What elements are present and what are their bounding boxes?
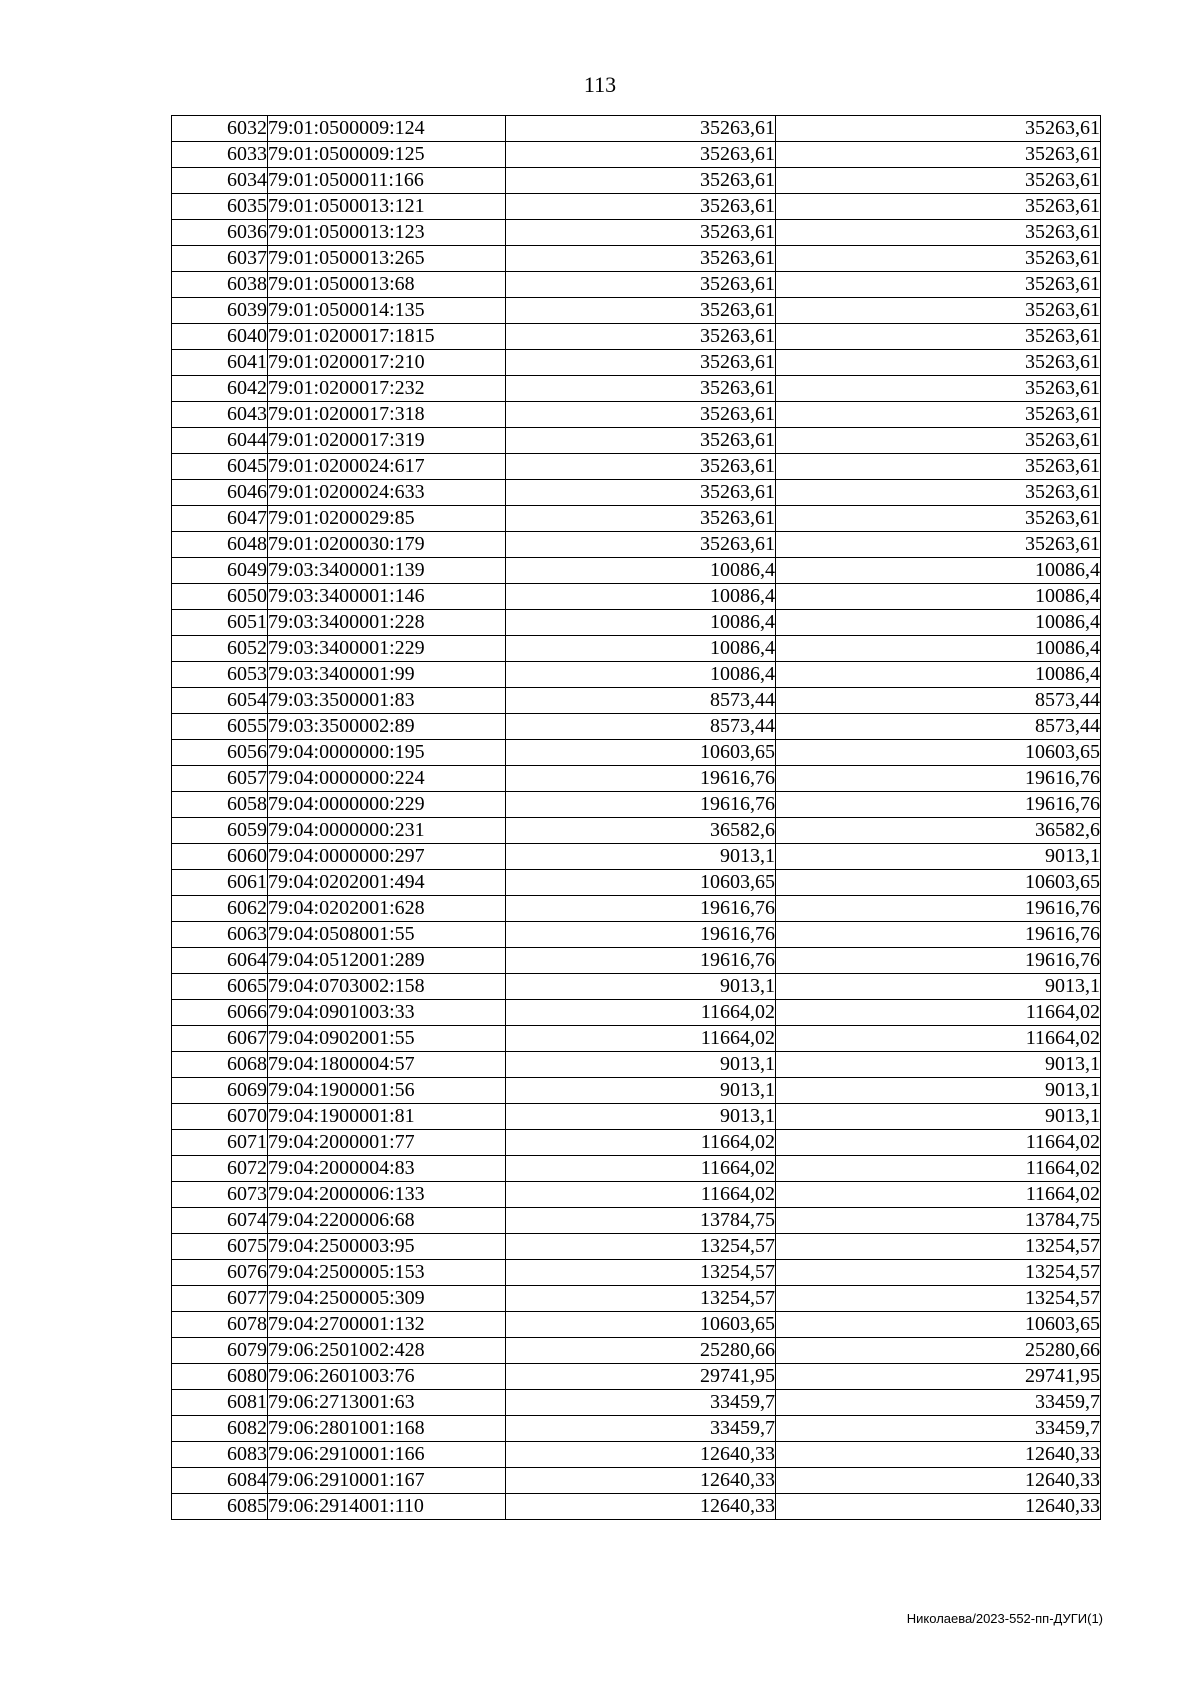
cadastral-number-cell: 79:04:0202001:628: [268, 896, 506, 922]
value-cell: 13784,75: [776, 1208, 1101, 1234]
cadastral-number-cell: 79:04:0902001:55: [268, 1026, 506, 1052]
value-cell: 19616,76: [506, 896, 776, 922]
row-number-cell: 6082: [172, 1416, 268, 1442]
value-cell: 13254,57: [776, 1234, 1101, 1260]
row-number-cell: 6038: [172, 272, 268, 298]
cadastral-number-cell: 79:03:3500002:89: [268, 714, 506, 740]
table-row: [172, 922, 1101, 948]
table-row: [172, 1494, 1101, 1520]
table-row: [172, 532, 1101, 558]
value-cell: 10603,65: [776, 1312, 1101, 1338]
row-number-cell: 6077: [172, 1286, 268, 1312]
value-cell: 10086,4: [506, 610, 776, 636]
table-row: [172, 740, 1101, 766]
row-number-cell: 6071: [172, 1130, 268, 1156]
cadastral-number-cell: 79:06:2910001:166: [268, 1442, 506, 1468]
cadastral-number-cell: 79:01:0500014:135: [268, 298, 506, 324]
value-cell: 9013,1: [506, 1104, 776, 1130]
table-row: [172, 974, 1101, 1000]
value-cell: 10603,65: [506, 740, 776, 766]
cadastral-number-cell: 79:01:0200017:318: [268, 402, 506, 428]
value-cell: 11664,02: [776, 1182, 1101, 1208]
row-number-cell: 6073: [172, 1182, 268, 1208]
value-cell: 35263,61: [776, 350, 1101, 376]
value-cell: 33459,7: [506, 1416, 776, 1442]
row-number-cell: 6051: [172, 610, 268, 636]
row-number-cell: 6080: [172, 1364, 268, 1390]
value-cell: 11664,02: [776, 1000, 1101, 1026]
value-cell: 13254,57: [506, 1260, 776, 1286]
value-cell: 29741,95: [776, 1364, 1101, 1390]
value-cell: 10086,4: [506, 662, 776, 688]
row-number-cell: 6083: [172, 1442, 268, 1468]
table-row: [172, 948, 1101, 974]
value-cell: 10086,4: [776, 636, 1101, 662]
value-cell: 12640,33: [506, 1494, 776, 1520]
table-row: [172, 376, 1101, 402]
value-cell: 19616,76: [776, 922, 1101, 948]
value-cell: 10086,4: [506, 558, 776, 584]
value-cell: 35263,61: [776, 168, 1101, 194]
value-cell: 10086,4: [776, 610, 1101, 636]
cadastral-number-cell: 79:01:0500013:68: [268, 272, 506, 298]
value-cell: 35263,61: [776, 324, 1101, 350]
value-cell: 35263,61: [776, 402, 1101, 428]
row-number-cell: 6032: [172, 116, 268, 142]
value-cell: 8573,44: [776, 714, 1101, 740]
row-number-cell: 6064: [172, 948, 268, 974]
table-row: [172, 584, 1101, 610]
value-cell: 35263,61: [506, 116, 776, 142]
row-number-cell: 6062: [172, 896, 268, 922]
table-row: [172, 428, 1101, 454]
table-row: [172, 610, 1101, 636]
table-row: [172, 1312, 1101, 1338]
value-cell: 10086,4: [506, 636, 776, 662]
cadastral-number-cell: 79:04:0000000:231: [268, 818, 506, 844]
value-cell: 35263,61: [776, 428, 1101, 454]
value-cell: 35263,61: [506, 246, 776, 272]
value-cell: 19616,76: [776, 896, 1101, 922]
value-cell: 35263,61: [506, 350, 776, 376]
table-row: [172, 766, 1101, 792]
row-number-cell: 6045: [172, 454, 268, 480]
table-row: [172, 480, 1101, 506]
cadastral-number-cell: 79:04:2000001:77: [268, 1130, 506, 1156]
cadastral-number-cell: 79:03:3400001:228: [268, 610, 506, 636]
row-number-cell: 6035: [172, 194, 268, 220]
row-number-cell: 6054: [172, 688, 268, 714]
value-cell: 13254,57: [506, 1234, 776, 1260]
value-cell: 10603,65: [506, 870, 776, 896]
row-number-cell: 6067: [172, 1026, 268, 1052]
cadastral-number-cell: 79:06:2713001:63: [268, 1390, 506, 1416]
document-footer: Николаева/2023-552-пп-ДУГИ(1): [906, 1611, 1103, 1626]
value-cell: 35263,61: [776, 272, 1101, 298]
table-row: [172, 116, 1101, 142]
table-row: [172, 792, 1101, 818]
table-row: [172, 298, 1101, 324]
cadastral-number-cell: 79:01:0200017:1815: [268, 324, 506, 350]
value-cell: 12640,33: [776, 1494, 1101, 1520]
row-number-cell: 6040: [172, 324, 268, 350]
value-cell: 12640,33: [506, 1468, 776, 1494]
cadastral-number-cell: 79:03:3400001:139: [268, 558, 506, 584]
table-row: [172, 194, 1101, 220]
row-number-cell: 6036: [172, 220, 268, 246]
value-cell: 8573,44: [506, 688, 776, 714]
cadastral-number-cell: 79:04:1900001:81: [268, 1104, 506, 1130]
value-cell: 29741,95: [506, 1364, 776, 1390]
cadastral-number-cell: 79:06:2601003:76: [268, 1364, 506, 1390]
row-number-cell: 6052: [172, 636, 268, 662]
value-cell: 10603,65: [776, 740, 1101, 766]
value-cell: 33459,7: [506, 1390, 776, 1416]
table-row: [172, 688, 1101, 714]
row-number-cell: 6042: [172, 376, 268, 402]
table-row: [172, 272, 1101, 298]
row-number-cell: 6043: [172, 402, 268, 428]
cadastral-number-cell: 79:01:0200017:210: [268, 350, 506, 376]
cadastral-number-cell: 79:04:2200006:68: [268, 1208, 506, 1234]
value-cell: 35263,61: [506, 220, 776, 246]
table-row: [172, 402, 1101, 428]
row-number-cell: 6055: [172, 714, 268, 740]
table-row: [172, 1078, 1101, 1104]
value-cell: 25280,66: [776, 1338, 1101, 1364]
table-row: [172, 844, 1101, 870]
row-number-cell: 6058: [172, 792, 268, 818]
row-number-cell: 6068: [172, 1052, 268, 1078]
value-cell: 36582,6: [776, 818, 1101, 844]
value-cell: 35263,61: [506, 272, 776, 298]
value-cell: 9013,1: [776, 1052, 1101, 1078]
value-cell: 35263,61: [506, 168, 776, 194]
cadastral-number-cell: 79:03:3500001:83: [268, 688, 506, 714]
row-number-cell: 6047: [172, 506, 268, 532]
table-row: [172, 1156, 1101, 1182]
cadastral-number-cell: 79:04:2000004:83: [268, 1156, 506, 1182]
row-number-cell: 6046: [172, 480, 268, 506]
table-row: [172, 818, 1101, 844]
row-number-cell: 6084: [172, 1468, 268, 1494]
cadastral-number-cell: 79:04:2500003:95: [268, 1234, 506, 1260]
cadastral-number-cell: 79:04:0000000:224: [268, 766, 506, 792]
cadastral-number-cell: 79:01:0500009:125: [268, 142, 506, 168]
value-cell: 10086,4: [776, 662, 1101, 688]
value-cell: 35263,61: [506, 194, 776, 220]
row-number-cell: 6074: [172, 1208, 268, 1234]
cadastral-number-cell: 79:01:0500013:123: [268, 220, 506, 246]
table-row: [172, 896, 1101, 922]
value-cell: 19616,76: [506, 792, 776, 818]
row-number-cell: 6049: [172, 558, 268, 584]
cadastral-number-cell: 79:01:0500013:265: [268, 246, 506, 272]
cadastral-number-cell: 79:03:3400001:146: [268, 584, 506, 610]
cadastral-number-cell: 79:04:2500005:153: [268, 1260, 506, 1286]
table-row: [172, 506, 1101, 532]
row-number-cell: 6069: [172, 1078, 268, 1104]
cadastral-number-cell: 79:04:0512001:289: [268, 948, 506, 974]
table-row: [172, 1026, 1101, 1052]
value-cell: 9013,1: [776, 974, 1101, 1000]
value-cell: 35263,61: [506, 376, 776, 402]
value-cell: 10603,65: [506, 1312, 776, 1338]
data-table: [171, 115, 1101, 1520]
value-cell: 35263,61: [776, 116, 1101, 142]
cadastral-number-cell: 79:01:0200017:232: [268, 376, 506, 402]
value-cell: 11664,02: [506, 1000, 776, 1026]
row-number-cell: 6070: [172, 1104, 268, 1130]
table-row: [172, 142, 1101, 168]
value-cell: 35263,61: [506, 454, 776, 480]
cadastral-number-cell: 79:04:1900001:56: [268, 1078, 506, 1104]
value-cell: 35263,61: [506, 506, 776, 532]
value-cell: 12640,33: [776, 1468, 1101, 1494]
cadastral-number-cell: 79:01:0500013:121: [268, 194, 506, 220]
cadastral-number-cell: 79:04:0202001:494: [268, 870, 506, 896]
value-cell: 12640,33: [776, 1442, 1101, 1468]
value-cell: 9013,1: [506, 974, 776, 1000]
value-cell: 12640,33: [506, 1442, 776, 1468]
row-number-cell: 6041: [172, 350, 268, 376]
row-number-cell: 6059: [172, 818, 268, 844]
cadastral-number-cell: 79:01:0500009:124: [268, 116, 506, 142]
cadastral-number-cell: 79:01:0500011:166: [268, 168, 506, 194]
value-cell: 9013,1: [506, 1078, 776, 1104]
value-cell: 33459,7: [776, 1416, 1101, 1442]
value-cell: 10086,4: [776, 584, 1101, 610]
row-number-cell: 6061: [172, 870, 268, 896]
value-cell: 19616,76: [776, 948, 1101, 974]
table-row: [172, 558, 1101, 584]
table-row: [172, 1416, 1101, 1442]
row-number-cell: 6085: [172, 1494, 268, 1520]
table-row: [172, 1338, 1101, 1364]
cadastral-number-cell: 79:04:0000000:195: [268, 740, 506, 766]
value-cell: 35263,61: [776, 532, 1101, 558]
cadastral-number-cell: 79:01:0200030:179: [268, 532, 506, 558]
value-cell: 13254,57: [776, 1286, 1101, 1312]
table-row: [172, 1364, 1101, 1390]
cadastral-number-cell: 79:06:2914001:110: [268, 1494, 506, 1520]
row-number-cell: 6050: [172, 584, 268, 610]
value-cell: 35263,61: [776, 376, 1101, 402]
row-number-cell: 6066: [172, 1000, 268, 1026]
value-cell: 19616,76: [506, 766, 776, 792]
value-cell: 11664,02: [506, 1130, 776, 1156]
cadastral-number-cell: 79:04:2000006:133: [268, 1182, 506, 1208]
value-cell: 11664,02: [506, 1156, 776, 1182]
value-cell: 36582,6: [506, 818, 776, 844]
value-cell: 19616,76: [506, 922, 776, 948]
cadastral-number-cell: 79:06:2910001:167: [268, 1468, 506, 1494]
table-row: [172, 1208, 1101, 1234]
value-cell: 35263,61: [506, 402, 776, 428]
value-cell: 35263,61: [776, 142, 1101, 168]
table-row: [172, 662, 1101, 688]
value-cell: 10603,65: [776, 870, 1101, 896]
table-row: [172, 350, 1101, 376]
cadastral-number-cell: 79:01:0200024:617: [268, 454, 506, 480]
value-cell: 9013,1: [776, 1078, 1101, 1104]
table-row: [172, 454, 1101, 480]
cadastral-number-cell: 79:04:2700001:132: [268, 1312, 506, 1338]
value-cell: 9013,1: [506, 844, 776, 870]
value-cell: 9013,1: [776, 1104, 1101, 1130]
cadastral-number-cell: 79:04:1800004:57: [268, 1052, 506, 1078]
table-row: [172, 1442, 1101, 1468]
row-number-cell: 6037: [172, 246, 268, 272]
value-cell: 13254,57: [506, 1286, 776, 1312]
row-number-cell: 6039: [172, 298, 268, 324]
value-cell: 19616,76: [776, 792, 1101, 818]
table-row: [172, 1390, 1101, 1416]
value-cell: 13784,75: [506, 1208, 776, 1234]
row-number-cell: 6044: [172, 428, 268, 454]
row-number-cell: 6076: [172, 1260, 268, 1286]
table-row: [172, 1286, 1101, 1312]
value-cell: 25280,66: [506, 1338, 776, 1364]
table-body: [172, 116, 1101, 1520]
value-cell: 35263,61: [776, 480, 1101, 506]
table-row: [172, 246, 1101, 272]
cadastral-number-cell: 79:04:0000000:229: [268, 792, 506, 818]
row-number-cell: 6048: [172, 532, 268, 558]
row-number-cell: 6060: [172, 844, 268, 870]
value-cell: 8573,44: [776, 688, 1101, 714]
cadastral-number-cell: 79:03:3400001:99: [268, 662, 506, 688]
value-cell: 35263,61: [506, 428, 776, 454]
value-cell: 13254,57: [776, 1260, 1101, 1286]
value-cell: 35263,61: [506, 298, 776, 324]
row-number-cell: 6034: [172, 168, 268, 194]
row-number-cell: 6063: [172, 922, 268, 948]
cadastral-number-cell: 79:04:0703002:158: [268, 974, 506, 1000]
row-number-cell: 6078: [172, 1312, 268, 1338]
table-row: [172, 636, 1101, 662]
value-cell: 11664,02: [776, 1156, 1101, 1182]
cadastral-number-cell: 79:04:0508001:55: [268, 922, 506, 948]
table-row: [172, 1000, 1101, 1026]
row-number-cell: 6075: [172, 1234, 268, 1260]
table-row: [172, 220, 1101, 246]
value-cell: 11664,02: [776, 1130, 1101, 1156]
row-number-cell: 6072: [172, 1156, 268, 1182]
cadastral-number-cell: 79:04:0901003:33: [268, 1000, 506, 1026]
value-cell: 35263,61: [776, 194, 1101, 220]
page-number: 113: [583, 72, 617, 97]
value-cell: 11664,02: [776, 1026, 1101, 1052]
cadastral-number-cell: 79:06:2501002:428: [268, 1338, 506, 1364]
table-row: [172, 714, 1101, 740]
table-row: [172, 1182, 1101, 1208]
row-number-cell: 6056: [172, 740, 268, 766]
table-row: [172, 870, 1101, 896]
table-row: [172, 324, 1101, 350]
value-cell: 35263,61: [506, 324, 776, 350]
value-cell: 35263,61: [506, 532, 776, 558]
value-cell: 35263,61: [506, 142, 776, 168]
value-cell: 10086,4: [506, 584, 776, 610]
cadastral-number-cell: 79:04:0000000:297: [268, 844, 506, 870]
table-row: [172, 1130, 1101, 1156]
cadastral-number-cell: 79:01:0200017:319: [268, 428, 506, 454]
cadastral-number-cell: 79:01:0200024:633: [268, 480, 506, 506]
value-cell: 35263,61: [506, 480, 776, 506]
cadastral-number-cell: 79:01:0200029:85: [268, 506, 506, 532]
table-row: [172, 1468, 1101, 1494]
value-cell: 8573,44: [506, 714, 776, 740]
value-cell: 11664,02: [506, 1026, 776, 1052]
value-cell: 35263,61: [776, 454, 1101, 480]
value-cell: 9013,1: [776, 844, 1101, 870]
table-row: [172, 1260, 1101, 1286]
row-number-cell: 6079: [172, 1338, 268, 1364]
value-cell: 19616,76: [506, 948, 776, 974]
row-number-cell: 6065: [172, 974, 268, 1000]
table-row: [172, 1052, 1101, 1078]
value-cell: 35263,61: [776, 246, 1101, 272]
cadastral-number-cell: 79:03:3400001:229: [268, 636, 506, 662]
value-cell: 35263,61: [776, 220, 1101, 246]
value-cell: 35263,61: [776, 298, 1101, 324]
value-cell: 11664,02: [506, 1182, 776, 1208]
cadastral-number-cell: 79:06:2801001:168: [268, 1416, 506, 1442]
table-row: [172, 1104, 1101, 1130]
table-row: [172, 1234, 1101, 1260]
table-row: [172, 168, 1101, 194]
value-cell: 33459,7: [776, 1390, 1101, 1416]
row-number-cell: 6081: [172, 1390, 268, 1416]
value-cell: 10086,4: [776, 558, 1101, 584]
row-number-cell: 6033: [172, 142, 268, 168]
row-number-cell: 6053: [172, 662, 268, 688]
row-number-cell: 6057: [172, 766, 268, 792]
cadastral-number-cell: 79:04:2500005:309: [268, 1286, 506, 1312]
value-cell: 35263,61: [776, 506, 1101, 532]
value-cell: 19616,76: [776, 766, 1101, 792]
value-cell: 9013,1: [506, 1052, 776, 1078]
